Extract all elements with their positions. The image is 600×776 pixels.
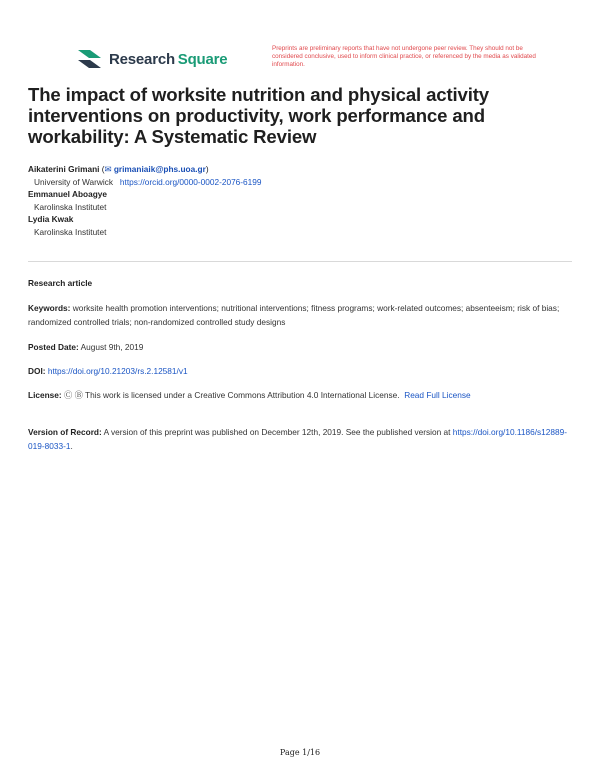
doi-section	[28, 364, 573, 378]
version-of-record	[28, 425, 573, 453]
posted-date-value: August 9th, 2019	[80, 342, 144, 352]
version-text: A version of this preprint was published on December 12th, 2019. See the published version at	[103, 427, 451, 437]
preprint-disclaimer: Preprints are preliminary reports that have not undergone peer review. They should not be considered conclusive, used to inform clinical practice, or referenced by the media as validated information.	[272, 45, 536, 69]
article-type	[28, 276, 573, 290]
brand-word-square: Square	[177, 50, 228, 68]
author-1: Aikaterini Grimani (✉ grimaniaik@phs.uoa.gr)	[28, 164, 209, 174]
creative-commons-icon: Ⓒ Ⓑ	[63, 390, 83, 400]
paper-title: The impact of worksite nutrition and physical activity interventions on productivity, work performance and workability: A Systematic Review	[28, 84, 489, 147]
keywords-text: worksite health promotion interventions; nutritional interventions; fitness programs; work-related outcomes; absenteeism; risk of bias; randomized controlled trials; non-randomized controlled study designs	[28, 303, 560, 327]
license-text: This work is licensed under a Creative Commons Attribution 4.0 International License.	[85, 390, 400, 400]
author-1-affiliation	[28, 176, 262, 189]
orcid-link[interactable]: https://orcid.org/0000-0002-2076-6199	[119, 176, 262, 187]
version-trailing-period: .	[70, 441, 73, 451]
license-label: License:	[28, 390, 62, 400]
posted-date-label: Posted Date:	[28, 342, 79, 352]
author-2-affiliation: Karolinska Institutet	[34, 201, 107, 212]
author-3: Lydia Kwak	[28, 214, 74, 225]
email-icon: ✉	[104, 164, 112, 174]
research-square-logo-icon	[76, 48, 103, 70]
posted-date	[28, 340, 573, 354]
research-square-logo[interactable]	[76, 46, 227, 72]
keywords-section	[28, 301, 573, 329]
author-list	[28, 163, 262, 239]
divider	[28, 261, 572, 262]
brand-word-research: Research	[109, 50, 175, 68]
doi-link[interactable]: https://doi.org/10.21203/rs.2.12581/v1	[47, 366, 188, 376]
affiliation-text: University of Warwick	[34, 176, 113, 187]
page-number: Page 1/16	[279, 748, 321, 757]
author-name: Aikaterini Grimani	[28, 164, 100, 174]
keywords-label: Keywords:	[28, 303, 71, 313]
read-full-license-link[interactable]: Read Full License	[404, 390, 471, 400]
doi-label: DOI:	[28, 366, 46, 376]
brand-name	[109, 51, 227, 68]
version-label: Version of Record:	[28, 427, 102, 437]
author-3-affiliation: Karolinska Institutet	[34, 226, 107, 237]
license-section	[28, 388, 573, 402]
article-type-label: Research article	[28, 278, 93, 288]
published-version-link[interactable]: https://doi.org/10.1186/s12889-019-8033-1	[28, 427, 568, 451]
author-email-link[interactable]: grimaniaik@phs.uoa.gr	[113, 164, 206, 174]
author-2: Emmanuel Aboagye	[28, 189, 107, 200]
